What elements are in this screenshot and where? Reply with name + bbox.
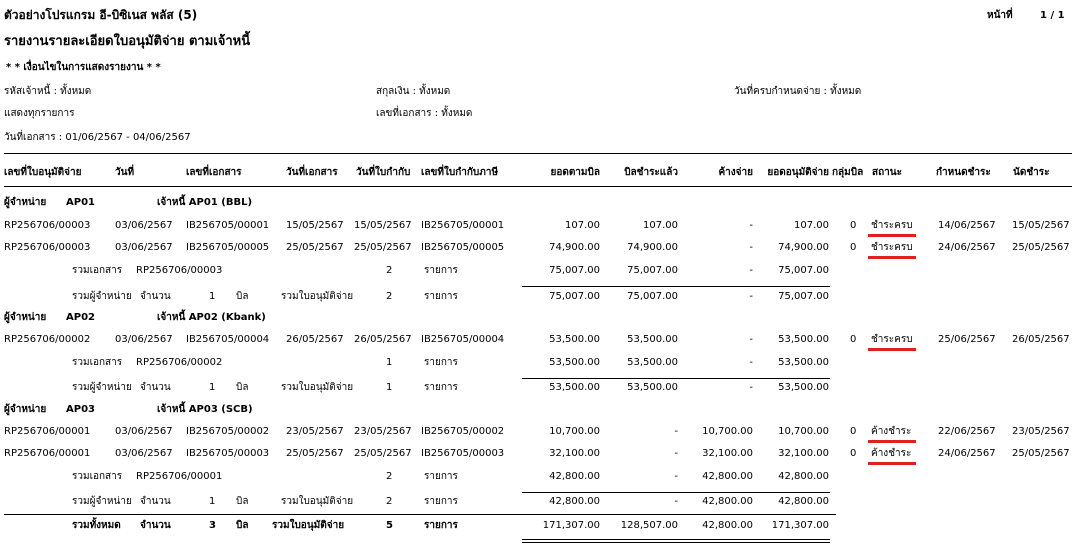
vendsum-outstanding: - [749,382,753,393]
vendsum-qty-label: จำนวน [140,382,171,393]
docsum-items-label: รายการ [424,471,458,482]
row-approved: 32,100.00 [778,448,829,459]
docsum-count: 2 [386,471,393,482]
col-header-doc-no: เลขที่เอกสาร [186,167,242,178]
row-approve-no: RP256706/00003 [4,220,91,231]
docsum-label: รวมเอกสาร [72,357,123,368]
row-outstanding: - [749,242,753,253]
status-underline [868,462,916,465]
row-appoint-date: 23/05/2567 [1012,426,1070,437]
row-doc-date: 15/05/2567 [286,220,344,231]
cond-currency: สกุลเงิน : ทั้งหมด [376,86,451,97]
row-doc-no: IB256705/00003 [186,448,270,459]
row-bill-amount: 107.00 [565,220,600,231]
status-underline [868,440,916,443]
row-appoint-date: 15/05/2567 [1012,220,1070,231]
col-header-appoint: นัดชำระ [1013,167,1050,178]
row-appoint-date: 25/05/2567 [1012,242,1070,253]
row-bill-amount: 32,100.00 [549,448,600,459]
vendsum-qty-label: จำนวน [140,291,171,302]
header-bottom-rule [4,186,1072,187]
vendsum-approve-label: รวมใบอนุมัติจ่าย [281,382,354,393]
grand-paid: 128,507.00 [620,520,678,531]
row-appoint-date: 25/05/2567 [1012,448,1070,459]
row-due-date: 22/06/2567 [938,426,996,437]
vendor-code: AP03 [66,404,95,415]
row-doc-no: IB256705/00002 [186,426,270,437]
row-tax-no: IB256705/00003 [421,448,505,459]
docsum-outstanding: - [749,265,753,276]
col-header-tax-no: เลขที่ใบกำกับภาษี [421,167,499,178]
vendsum-label: รวมผู้จำหน่าย [72,291,132,302]
docsum-label: รวมเอกสาร [72,471,123,482]
vendsum-approved: 42,800.00 [778,496,829,507]
docsum-bill-amount: 53,500.00 [549,357,600,368]
row-tax-date: 23/05/2567 [354,426,412,437]
company-name: ตัวอย่างโปรแกรม อี-บิซิเนส พลัส (5) [4,8,198,22]
grand-approve-label: รวมใบอนุมัติจ่าย [272,520,345,531]
grand-top-rule [4,514,836,515]
row-approved: 74,900.00 [778,242,829,253]
row-status: ค้างชำระ [871,426,912,437]
vendsum-bills: 1 [209,382,216,393]
row-date: 03/06/2567 [115,242,173,253]
conditions-header: * * เงื่อนไขในการแสดงรายงาน * * [6,62,161,73]
row-outstanding: 32,100.00 [702,448,753,459]
docsum-rule [522,378,830,379]
vendor-label: ผู้จำหน่าย [4,404,47,415]
row-doc-date: 25/05/2567 [286,242,344,253]
cond-showall: แสดงทุกรายการ [4,108,75,119]
col-header-bill-amount: ยอดตามบิล [550,167,600,178]
col-header-approve-no: เลขที่ใบอนุมัติจ่าย [4,167,82,178]
vendsum-bills: 1 [209,496,216,507]
vendor-code: AP02 [66,312,95,323]
vendsum-paid: 53,500.00 [627,382,678,393]
docsum-bill-amount: 75,007.00 [549,265,600,276]
status-underline [868,348,916,351]
col-header-status: สถานะ [872,167,902,178]
vendor-label: ผู้จำหน่าย [4,312,47,323]
cond-duedate: วันที่ครบกำหนดจ่าย : ทั้งหมด [734,86,862,97]
grand-label: รวมทั้งหมด [72,520,121,531]
vendsum-count: 1 [386,382,393,393]
vendsum-approve-label: รวมใบอนุมัติจ่าย [281,496,354,507]
docsum-rule [522,286,830,287]
docsum-paid: 75,007.00 [627,265,678,276]
vendsum-items-label: รายการ [424,291,458,302]
vendsum-label: รวมผู้จำหน่าย [72,382,132,393]
cond-creditor: รหัสเจ้าหนี้ : ทั้งหมด [4,86,92,97]
row-paid: - [674,426,678,437]
row-due-date: 25/06/2567 [938,334,996,345]
docsum-outstanding: - [749,357,753,368]
row-date: 03/06/2567 [115,334,173,345]
vendsum-bill-label: บิล [236,291,249,302]
row-approve-no: RP256706/00001 [4,448,91,459]
row-date: 03/06/2567 [115,426,173,437]
row-bill-group: 0 [850,242,857,253]
docsum-items-label: รายการ [424,265,458,276]
col-header-doc-date: วันที่เอกสาร [286,167,338,178]
row-outstanding: - [749,334,753,345]
vendsum-count: 2 [386,291,393,302]
cond-docdate: วันที่เอกสาร : 01/06/2567 - 04/06/2567 [4,132,191,143]
row-bill-amount: 53,500.00 [549,334,600,345]
grand-bill-amount: 171,307.00 [542,520,600,531]
grand-approved: 171,307.00 [771,520,829,531]
status-underline [868,256,916,259]
docsum-label: รวมเอกสาร [72,265,123,276]
docsum-doc: RP256706/00003 [136,265,223,276]
vendsum-bill-amount: 42,800.00 [549,496,600,507]
vendsum-paid: 75,007.00 [627,291,678,302]
docsum-doc: RP256706/00002 [136,357,223,368]
row-due-date: 24/06/2567 [938,448,996,459]
row-tax-date: 15/05/2567 [354,220,412,231]
row-outstanding: 10,700.00 [702,426,753,437]
row-paid: 74,900.00 [627,242,678,253]
row-status: ชำระครบ [871,334,913,345]
row-doc-date: 26/05/2567 [286,334,344,345]
vendor-name: เจ้าหนี้ AP03 (SCB) [157,404,253,415]
col-header-due: กำหนดชำระ [936,167,991,178]
row-status: ชำระครบ [871,220,913,231]
header-top-rule [4,153,1072,154]
status-underline [868,234,916,237]
row-approve-no: RP256706/00002 [4,334,91,345]
row-doc-no: IB256705/00005 [186,242,270,253]
vendsum-approved: 75,007.00 [778,291,829,302]
docsum-approved: 75,007.00 [778,265,829,276]
cond-docno: เลขที่เอกสาร : ทั้งหมด [376,108,473,119]
grand-double-rule-2 [522,542,830,543]
row-tax-no: IB256705/00002 [421,426,505,437]
grand-qty-label: จำนวน [140,520,171,531]
col-header-outstanding: ค้างจ่าย [718,167,753,178]
vendor-code: AP01 [66,197,95,208]
row-status: ค้างชำระ [871,448,912,459]
row-date: 03/06/2567 [115,220,173,231]
docsum-approved: 53,500.00 [778,357,829,368]
row-tax-no: IB256705/00004 [421,334,505,345]
row-approve-no: RP256706/00003 [4,242,91,253]
row-due-date: 14/06/2567 [938,220,996,231]
col-header-tax-date: วันที่ใบกำกับ [356,167,411,178]
row-tax-date: 25/05/2567 [354,242,412,253]
grand-bills: 3 [209,520,216,531]
row-approved: 10,700.00 [778,426,829,437]
docsum-paid: 53,500.00 [627,357,678,368]
grand-double-rule-1 [522,539,830,540]
row-doc-no: IB256705/00004 [186,334,270,345]
row-tax-date: 26/05/2567 [354,334,412,345]
row-date: 03/06/2567 [115,448,173,459]
row-paid: 107.00 [643,220,678,231]
vendor-label: ผู้จำหน่าย [4,197,47,208]
vendsum-count: 2 [386,496,393,507]
docsum-approved: 42,800.00 [778,471,829,482]
row-appoint-date: 26/05/2567 [1012,334,1070,345]
vendsum-bill-label: บิล [236,496,249,507]
docsum-bill-amount: 42,800.00 [549,471,600,482]
page-label: หน้าที่ [987,10,1013,21]
vendor-name: เจ้าหนี้ AP01 (BBL) [157,197,253,208]
row-tax-no: IB256705/00001 [421,220,505,231]
page-number: 1 / 1 [1040,10,1065,21]
row-doc-date: 25/05/2567 [286,448,344,459]
row-bill-group: 0 [850,448,857,459]
vendsum-bill-amount: 75,007.00 [549,291,600,302]
row-doc-date: 23/05/2567 [286,426,344,437]
row-bill-group: 0 [850,334,857,345]
vendsum-approved: 53,500.00 [778,382,829,393]
vendsum-paid: - [674,496,678,507]
grand-bill-label: บิล [236,520,249,531]
row-bill-group: 0 [850,220,857,231]
col-header-group: กลุ่มบิล [832,167,864,178]
row-approved: 107.00 [794,220,829,231]
docsum-paid: - [674,471,678,482]
vendsum-bill-amount: 53,500.00 [549,382,600,393]
vendsum-bills: 1 [209,291,216,302]
docsum-count: 1 [386,357,393,368]
report-title: รายงานรายละเอียดใบอนุมัติจ่าย ตามเจ้าหนี้ [4,34,251,49]
vendsum-bill-label: บิล [236,382,249,393]
vendor-name: เจ้าหนี้ AP02 (Kbank) [157,312,266,323]
row-doc-no: IB256705/00001 [186,220,270,231]
docsum-rule [522,492,830,493]
row-bill-amount: 10,700.00 [549,426,600,437]
row-tax-no: IB256705/00005 [421,242,505,253]
row-bill-amount: 74,900.00 [549,242,600,253]
row-approve-no: RP256706/00001 [4,426,91,437]
row-paid: 53,500.00 [627,334,678,345]
grand-items-label: รายการ [424,520,458,531]
vendsum-outstanding: - [749,291,753,302]
vendsum-outstanding: 42,800.00 [702,496,753,507]
docsum-doc: RP256706/00001 [136,471,223,482]
row-paid: - [674,448,678,459]
col-header-date: วันที่ [115,167,135,178]
row-status: ชำระครบ [871,242,913,253]
docsum-items-label: รายการ [424,357,458,368]
grand-count: 5 [386,520,393,531]
row-tax-date: 25/05/2567 [354,448,412,459]
row-due-date: 24/06/2567 [938,242,996,253]
vendsum-items-label: รายการ [424,496,458,507]
docsum-count: 2 [386,265,393,276]
vendsum-qty-label: จำนวน [140,496,171,507]
row-outstanding: - [749,220,753,231]
grand-outstanding: 42,800.00 [702,520,753,531]
vendsum-approve-label: รวมใบอนุมัติจ่าย [281,291,354,302]
col-header-paid: บิลชำระแล้ว [624,167,678,178]
col-header-approved: ยอดอนุมัติจ่าย [767,167,829,178]
vendsum-items-label: รายการ [424,382,458,393]
row-approved: 53,500.00 [778,334,829,345]
vendsum-label: รวมผู้จำหน่าย [72,496,132,507]
docsum-outstanding: 42,800.00 [702,471,753,482]
row-bill-group: 0 [850,426,857,437]
